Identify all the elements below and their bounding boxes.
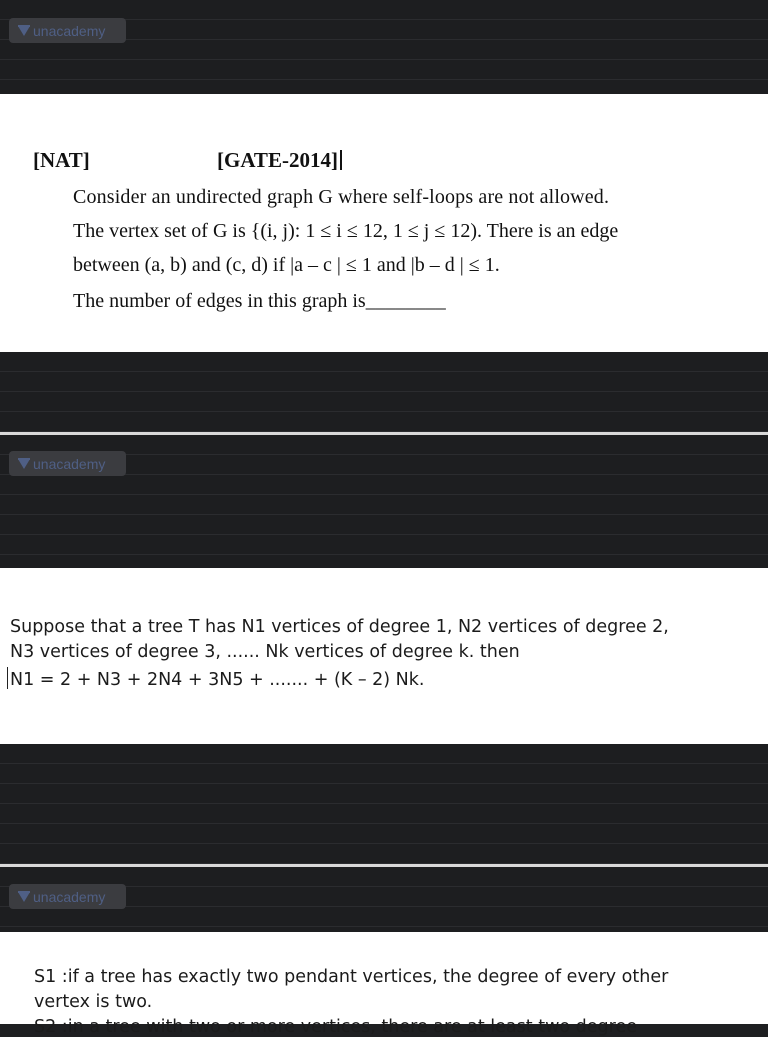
unacademy-logo-icon [17,457,31,471]
question-line: between (a, b) and (c, d) if |a – c | ≤ 1 and |b – d | ≤ 1. [73,254,500,276]
theorem-formula [7,667,424,690]
dark-band-4 [0,744,768,864]
theorem-line: N3 vertices of degree 3, ...... Nk vertices of degree k. then [10,642,520,662]
dark-band-2 [0,352,768,432]
question-line: The number of edges in this graph is________ [73,290,446,312]
slide-question-gate-2014 [0,94,768,352]
statement-line: S2 :in a tree with two or more vertices, there are at least two degree [34,1017,637,1037]
theorem-line: Suppose that a tree T has N1 vertices of degree 1, N2 vertices of degree 2, [10,617,669,637]
logo-text: unacademy [33,22,106,39]
question-source-text: [GATE-2014] [217,148,338,172]
question-source [217,148,342,173]
unacademy-logo [9,884,126,909]
unacademy-logo-icon [17,890,31,904]
slide-statements [0,932,768,1037]
dark-band-1 [0,0,768,94]
unacademy-logo [9,18,126,43]
question-line: Consider an undirected graph G where self-loops are not allowed. [73,186,610,208]
logo-text: unacademy [33,888,106,905]
unacademy-logo-icon [17,24,31,38]
unacademy-logo [9,451,126,476]
question-tag: [NAT] [33,148,90,172]
slide-tree-degree-theorem [0,568,768,744]
text-cursor [7,667,8,689]
formula-text: N1 = 2 + N3 + 2N4 + 3N5 + ....... + (K – 2) Nk. [10,670,425,690]
logo-text: unacademy [33,455,106,472]
question-line: The vertex set of G is {(i, j): 1 ≤ i ≤ 12, 1 ≤ j ≤ 12). There is an edge [73,220,619,242]
statement-line: S1 :if a tree has exactly two pendant vertices, the degree of every other [34,967,669,987]
statement-line: vertex is two. [34,992,153,1012]
text-cursor [340,150,342,170]
